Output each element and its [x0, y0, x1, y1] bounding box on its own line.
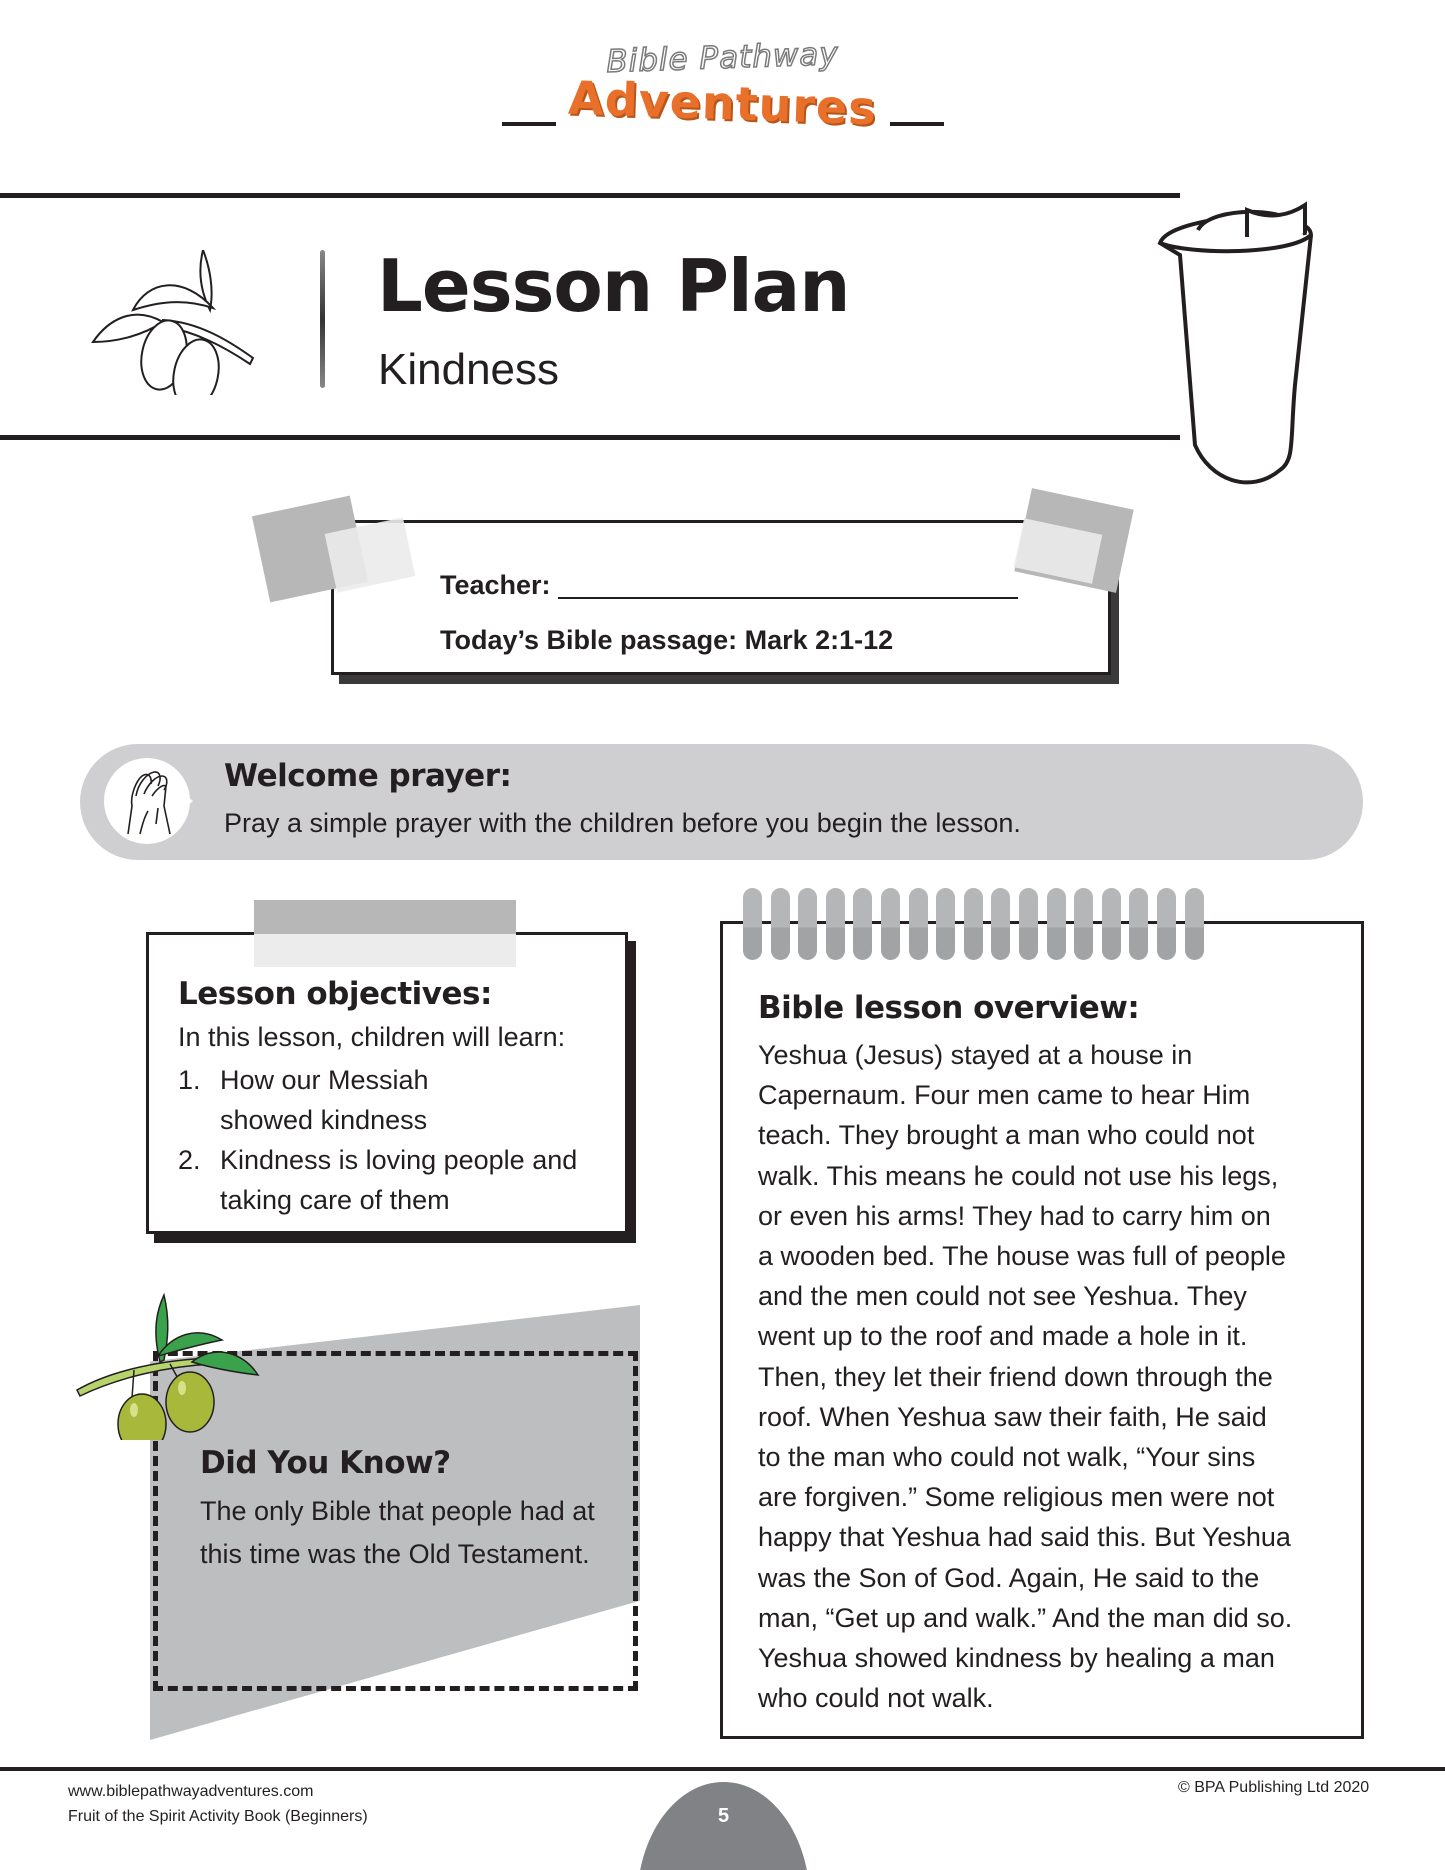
objectives-title: Lesson objectives:: [178, 976, 492, 1012]
spiral-ring: [991, 888, 1010, 960]
objective-text: How our Messiah showed kindness: [220, 1065, 429, 1135]
objectives-list: [178, 1060, 618, 1220]
footer-left: [68, 1779, 368, 1829]
spiral-ring: [1157, 888, 1176, 960]
overview-text: [758, 1035, 1338, 1718]
overview-line: or even his arms! They had to carry him on: [758, 1200, 1271, 1231]
overview-line: are forgiven.” Some religious men were not: [758, 1482, 1275, 1513]
overview-line: went up to the roof and made a hole in it.: [758, 1321, 1248, 1352]
footer-book-title: Fruit of the Spirit Activity Book (Beginners): [68, 1808, 368, 1825]
brand-logo: [0, 30, 1445, 140]
welcome-prayer-text: Pray a simple prayer with the children before you begin the lesson.: [224, 808, 1021, 838]
overview-line: Yeshua (Jesus) stayed at a house in: [758, 1040, 1193, 1070]
page-subtitle: Kindness: [378, 345, 560, 394]
objective-number: 1.: [178, 1065, 201, 1095]
header-divider: [320, 250, 325, 388]
overview-line: happy that Yeshua had said this. But Yeshua: [758, 1522, 1291, 1553]
overview-line: teach. They brought a man who could not: [758, 1120, 1255, 1151]
objective-item: [178, 1140, 618, 1220]
overview-title: Bible lesson overview:: [758, 990, 1140, 1026]
spiral-ring: [881, 888, 900, 960]
spiral-ring: [826, 888, 845, 960]
logo-top-text: Bible Pathway: [605, 35, 840, 81]
spiral-ring: [1019, 888, 1038, 960]
tape-piece: [254, 900, 516, 934]
overview-line: Yeshua showed kindness by healing a man: [758, 1643, 1275, 1674]
objective-number: 2.: [178, 1145, 201, 1175]
overview-line: was the Son of God. Again, He said to the: [758, 1562, 1260, 1593]
spiral-ring: [1185, 888, 1204, 960]
bible-passage: Today’s Bible passage: Mark 2:1-12: [440, 625, 894, 655]
praying-hands-icon: [118, 766, 178, 836]
tape-piece: [254, 934, 516, 967]
page-number: 5: [717, 1805, 730, 1827]
overview-line: who could not walk.: [758, 1683, 994, 1714]
footer-rule: [0, 1767, 1445, 1771]
overview-line: and the men could not see Yeshua. They: [758, 1281, 1247, 1312]
overview-line: roof. When Yeshua saw their faith, He said: [758, 1401, 1267, 1432]
overview-line: man, “Get up and walk.” And the man did so.: [758, 1602, 1293, 1633]
objective-text: Kindness is loving people and taking care of them: [220, 1145, 578, 1215]
spiral-ring: [1129, 888, 1148, 960]
scroll-icon: [1150, 195, 1320, 495]
page-title: Lesson Plan: [377, 244, 850, 328]
logo-main-text: Adventures: [567, 70, 878, 136]
logo-rule-right: [890, 122, 944, 126]
spiral-ring: [853, 888, 872, 960]
overview-line: to the man who could not walk, “Your sins: [758, 1442, 1256, 1473]
prayer-badge-pointer: [183, 793, 193, 809]
spiral-ring: [743, 888, 762, 960]
footer-copyright: © BPA Publishing Ltd 2020: [1178, 1779, 1370, 1796]
spiral-ring: [1102, 888, 1121, 960]
objectives-intro: In this lesson, children will learn:: [178, 1022, 566, 1052]
spiral-ring: [771, 888, 790, 960]
welcome-prayer-title: Welcome prayer:: [224, 758, 512, 794]
did-you-know-title: Did You Know?: [200, 1445, 451, 1481]
objective-item: [178, 1060, 618, 1140]
spiral-ring: [936, 888, 955, 960]
did-you-know-text: The only Bible that people had at this time was the Old Testament.: [200, 1496, 595, 1569]
spiral-ring: [964, 888, 983, 960]
olive-branch-outline-icon: [88, 250, 288, 395]
teacher-label: Teacher:: [440, 570, 551, 600]
overview-line: Capernaum. Four men came to hear Him: [758, 1080, 1251, 1111]
spiral-ring: [1074, 888, 1093, 960]
spiral-ring: [909, 888, 928, 960]
overview-line: walk. This means he could not use his legs,: [758, 1160, 1279, 1191]
olive-branch-color-icon: [72, 1290, 272, 1440]
overview-line: Then, they let their friend down through the: [758, 1361, 1273, 1392]
teacher-name-field[interactable]: [558, 597, 1018, 599]
spiral-ring: [798, 888, 817, 960]
footer-website-link[interactable]: www.biblepathwayadventures.com: [68, 1783, 314, 1800]
spiral-ring: [1047, 888, 1066, 960]
overview-line: a wooden bed. The house was full of people: [758, 1241, 1286, 1272]
